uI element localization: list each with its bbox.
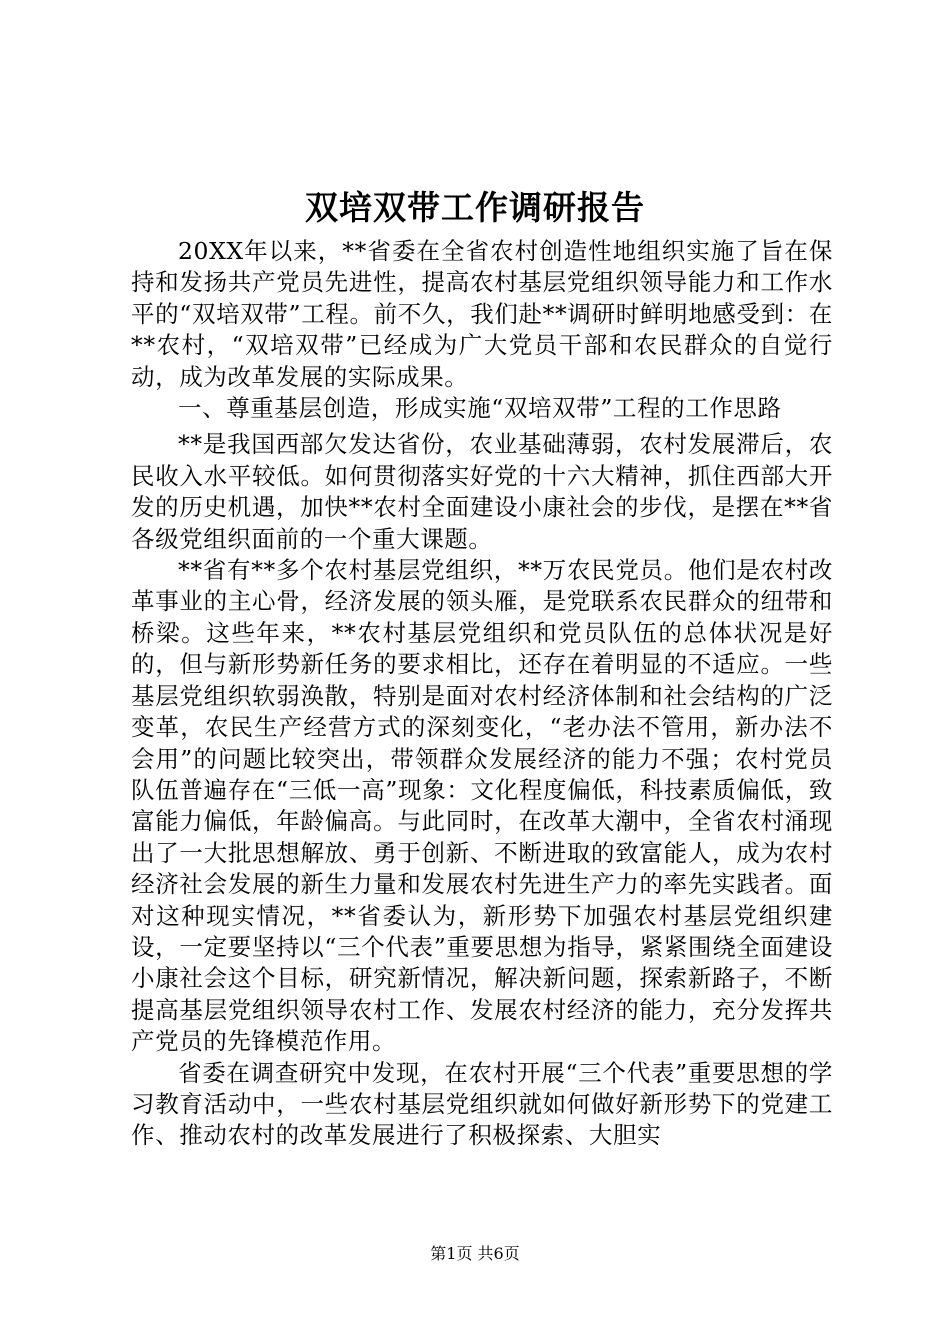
paragraph-situation: **省有**多个农村基层党组织，**万农民党员。他们是农村改革事业的主心骨，经济发展的领头雁，是党联系农民群众的纽带和桥梁。这些年来，**农村基层党组织和党员队伍的总体状况是好的，但与新形势新任务的要求相比，还存在着明显的不适应。一些基层党组织软弱涣散，特别是面对农村经济体制和社会结构的广泛变革，农民生产经营方式的深刻变化，“老办法不管用，新办法不会用”的问题比较突出，带领群众发展经济的能力不强；农村党员队伍普遍存在“三低一高”现象：文化程度偏低，科技素质偏低，致富能力偏低，年龄偏高。与此同时，在改革大潮中，全省农村涌现出了一大批思想解放、勇于创新、不断进取的致富能人，成为农村经济社会发展的新生力量和发展农村先进生产力的率先实践者。面对这种现实情况，**省委认为，新形势下加强农村基层党组织建设，一定要坚持以“三个代表”重要思想为指导，紧紧围绕全面建设小康社会这个目标，研究新情况，解决新问题，探索新路子，不断提高基层党组织领导农村工作、发展农村经济的能力，充分发挥共产党员的先锋模范作用。: [131, 556, 833, 1056]
paragraph-intro: 20XX年以来，**省委在全省农村创造性地组织实施了旨在保持和发扬共产党员先进性，提高农村基层党组织领导能力和工作水平的“双培双带”工程。前不久，我们赴**调研时鲜明地感受到：在**农村，“双培双带”已经成为广大党员干部和农民群众的自觉行动，成为改革发展的实际成果。: [131, 237, 833, 391]
paragraph-background: **是我国西部欠发达省份，农业基础薄弱，农村发展滞后，农民收入水平较低。如何贯彻落实好党的十六大精神，抓住西部大开发的历史机遇，加快**农村全面建设小康社会的步伐，是摆在**省各级党组织面前的一个重大课题。: [131, 430, 833, 553]
page-footer: 第1页 共6页: [430, 1244, 520, 1263]
document-body: [131, 236, 833, 1152]
paragraph-findings: 省委在调查研究中发现，在农村开展“三个代表”重要思想的学习教育活动中，一些农村基层党组织就如何做好新形势下的党建工作、推动农村的改革发展进行了积极探索、大胆实: [131, 1058, 833, 1150]
section-heading-1: 一、尊重基层创造，形成实施“双培双带”工程的工作思路: [178, 394, 782, 423]
document-title: 双培双带工作调研报告: [305, 188, 645, 227]
